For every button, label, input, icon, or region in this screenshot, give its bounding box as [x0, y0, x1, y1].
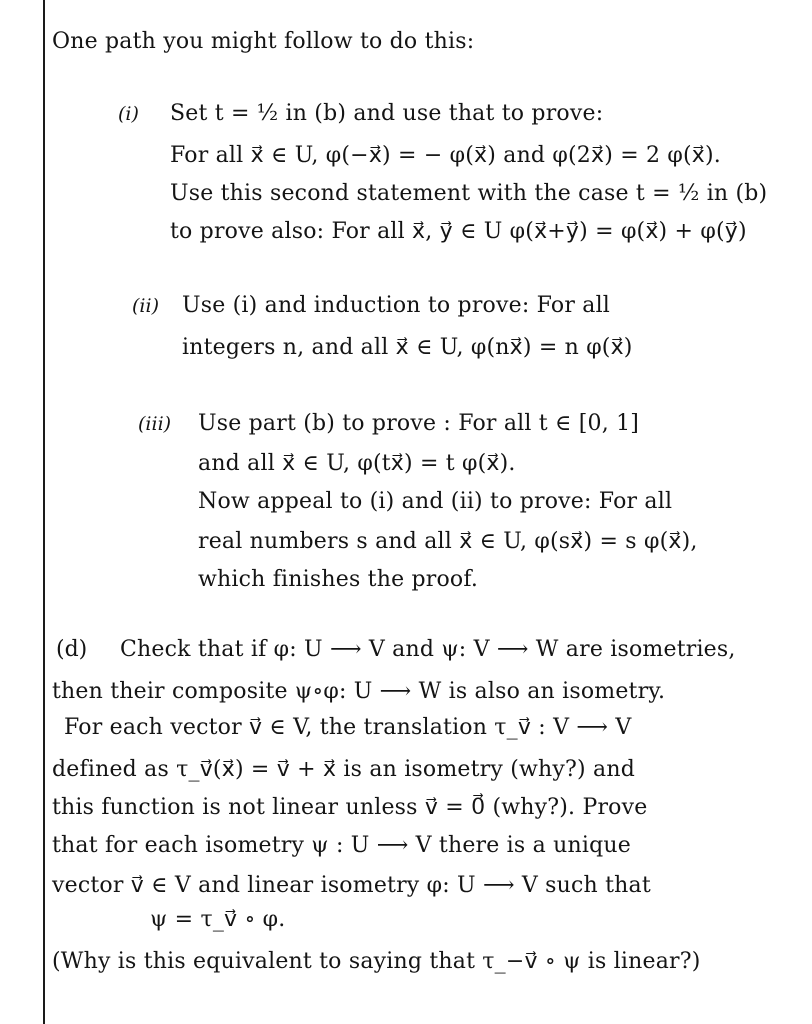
margin-line: [43, 0, 45, 1024]
part-i-line-4: to prove also: For all x⃗, y⃗ ∈ U φ(x⃗+y⃗) = φ(x⃗) + φ(y⃗): [170, 219, 747, 244]
part-d-line-5: this function is not linear unless v⃗ = 0⃗ (why?). Prove: [52, 795, 648, 820]
part-d-line-8: ψ = τ_v⃗ ∘ φ.: [150, 907, 286, 932]
part-d-line-1: Check that if φ: U ⟶ V and ψ: V ⟶ W are isometries,: [120, 637, 736, 662]
part-iii-line-4: real numbers s and all x⃗ ∈ U, φ(sx⃗) = s φ(x⃗),: [198, 529, 698, 554]
part-d-line-3: For each vector v⃗ ∈ V, the translation τ_v⃗ : V ⟶ V: [64, 715, 632, 740]
part-iii-line-2: and all x⃗ ∈ U, φ(tx⃗) = t φ(x⃗).: [198, 451, 516, 476]
part-i-line-3: Use this second statement with the case t = ½ in (b): [170, 181, 768, 206]
part-iii-label: (iii): [138, 413, 172, 435]
part-ii-line-1: Use (i) and induction to prove: For all: [182, 293, 611, 318]
part-iii-line-3: Now appeal to (i) and (ii) to prove: For all: [198, 489, 673, 514]
part-d-line-2: then their composite ψ∘φ: U ⟶ W is also an isometry.: [52, 679, 666, 704]
part-i-line-1: Set t = ½ in (b) and use that to prove:: [170, 101, 604, 126]
part-d-line-9: (Why is this equivalent to saying that τ_−v⃗ ∘ ψ is linear?): [52, 949, 701, 974]
part-ii-label: (ii): [132, 295, 159, 317]
part-d-line-6: that for each isometry ψ : U ⟶ V there is a unique: [52, 833, 631, 858]
intro-line: One path you might follow to do this:: [52, 29, 475, 54]
part-d-label: (d): [56, 637, 88, 662]
part-ii-line-2: integers n, and all x⃗ ∈ U, φ(nx⃗) = n φ(x⃗): [182, 335, 633, 360]
part-iii-line-5: which finishes the proof.: [198, 567, 479, 592]
part-d-line-7: vector v⃗ ∈ V and linear isometry φ: U ⟶ V such that: [52, 873, 651, 898]
part-i-label: (i): [118, 103, 139, 125]
part-i-line-2: For all x⃗ ∈ U, φ(−x⃗) = − φ(x⃗) and φ(2x⃗) = 2 φ(x⃗).: [170, 143, 721, 168]
part-d-line-4: defined as τ_v⃗(x⃗) = v⃗ + x⃗ is an isometry (why?) and: [52, 757, 635, 782]
part-iii-line-1: Use part (b) to prove : For all t ∈ [0, 1]: [198, 411, 640, 436]
